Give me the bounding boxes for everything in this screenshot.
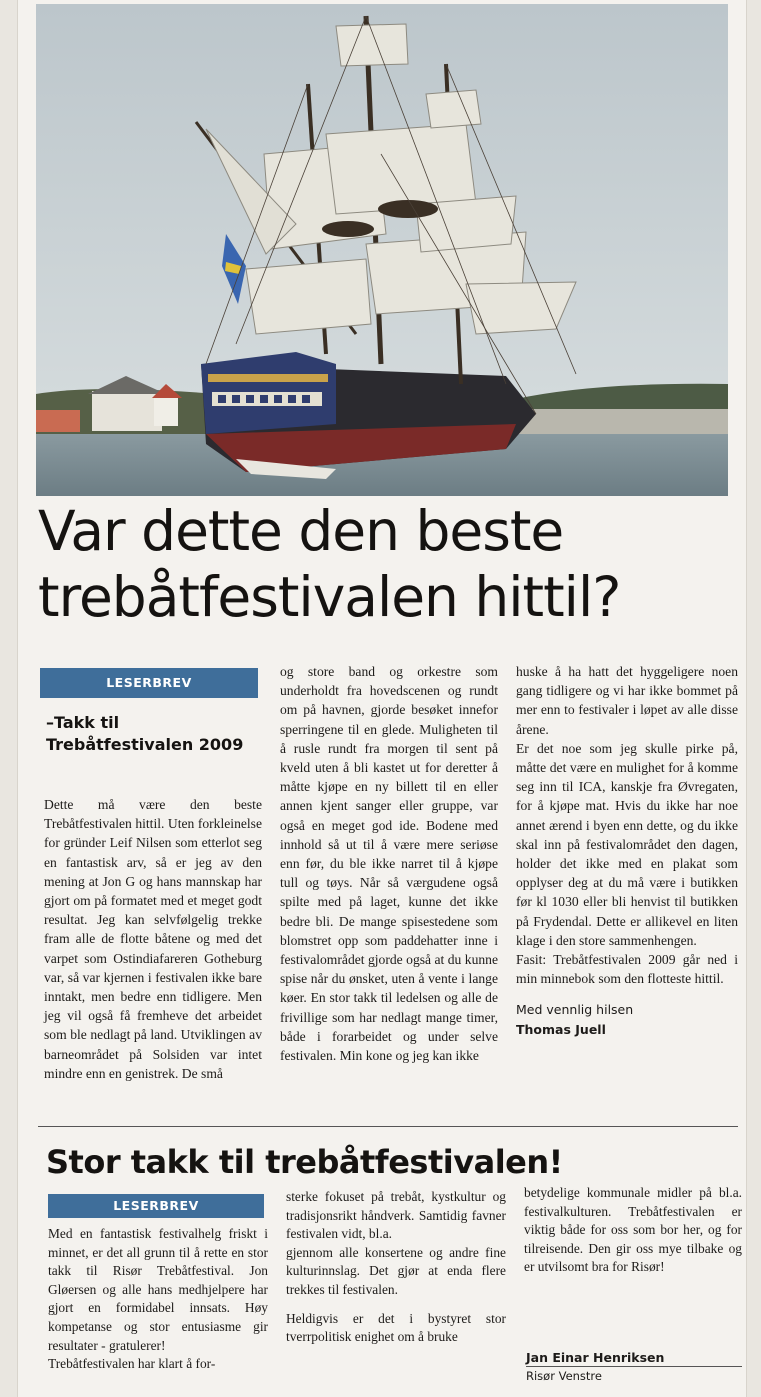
article2-column-2 (286, 1188, 506, 1347)
signature-author-2: Jan Einar Henriksen (526, 1350, 665, 1365)
section-divider (38, 1126, 738, 1127)
headline-secondary: Stor takk til trebåtfestivalen! (46, 1143, 563, 1181)
article2-column-1 (48, 1225, 268, 1374)
paragraph: gjennom alle konsertene og andre fine kulturinnslag. Det gjør at enda flere trekkes til festivalen. (286, 1244, 506, 1297)
signature-rule (526, 1366, 742, 1367)
section-label-leserbrev: LESERBREV (40, 668, 258, 698)
article-subtitle: –Takk til Trebåtfestivalen 2009 (46, 713, 244, 754)
paragraph: Dette må være den beste Trebåtfestivalen hittil. Uten forkleinelse for gründer Leif Nilsen som etterlot seg en fantastisk arv, så er jeg av den mening at Jon G og hans mannskap har gjort om på formatet med et meget godt resultat. Jeg kan selvfølgelig trekke fram alle de flotte båtene og med det varpet som Ostindiafareren Gotheburg var, så var kjernen i festivalen ikke bare inntakt, men bedre enn tidligere. Men jeg vil også få fremheve det arbeidet som ble nedlagt på land. Utviklingen av barneområdet på Solsiden var intet mindre enn en genistrek. De små (44, 797, 262, 1081)
paragraph: Fasit: Trebåtfestivalen 2009 går ned i min minnebok som den flotteste hittil. (516, 952, 738, 987)
paragraph: Trebåtfestivalen har klart å for- (48, 1356, 216, 1372)
paragraph: sterke fokuset på trebåt, kystkultur og tradisjonsrikt håndverk. Samtidig favner festivalen vidt, bl.a. (286, 1189, 506, 1242)
paragraph: Er det noe som jeg skulle pirke på, måtte det være en mulighet for å komme seg inn til ICA, kanskje fra Øvregaten, for å kjøpe mat. Hvis du ikke har noe annet ærend i byen enn dette, og du ikke skal inn på festivalområdet den dagen, holder det ikke med en plakat som opplyser deg at du må være i butikken før kl 1030 eller bli henvist til butikken på Frydendal. Dette er allikevel en liten klage i den store sammenhengen. (516, 740, 738, 948)
signature-author: Thomas Juell (516, 1021, 606, 1037)
article2-column-3 (524, 1184, 742, 1277)
signature-greeting: Med vennlig hilsen (516, 1002, 634, 1018)
signature-affiliation: Risør Venstre (526, 1369, 602, 1383)
paragraph: og store band og orkestre som underholdt fra hovedscenen og rundt om på havnen, gjorde besøket innefor sperringene til en glede. Muligheten til å rusle rundt fra morgen til sent på kveld uten å bli kastet ut for deretter å måtte kjøpe en ny billett til en eller annen kjent sanger eller gruppe, var også en meget god ide. Bodene med innhold så ut til å være mere seriøse enn før, du ble ikke narret til å kjøpe tull og tøys. Når så værgudene også spilte med på laget, kunne det ikke bedre bli. De mange spisestedene som blomstret opp som paddehatter inne i festivalområdet gjorde også at du kunne spise når du ønsket, uten å vente i lange køer. En stor takk til ledelsen og alle de frivillige som har nedlagt mange timer, både i forarbeidet og under selve festivalen. Min kone og jeg kan ikke (280, 664, 498, 1064)
section-label-leserbrev-2: LESERBREV (48, 1194, 264, 1218)
article1-column-3 (516, 662, 738, 1039)
article1-column-2 (280, 662, 498, 1065)
paragraph: Heldigvis er det i bystyret stor tverrpolitisk enighet om å bruke (286, 1310, 506, 1345)
ship-photo (36, 4, 728, 496)
paragraph: huske å ha hatt det hyggeligere noen gang tidligere og vi har ikke bommet på mer enn to festivaler i løpet av alle disse årene. (516, 664, 738, 737)
paragraph: Med en fantastisk festivalhelg friskt i minnet, er det all grunn til å rette en stor takk til Risør Trebåtfestival. Jon Gløersen og alle hans medhjelpere har gjort en formidabel innsats. Høy kompetanse og stor entusiasme gir resultater - gratulerer! (48, 1226, 268, 1353)
article1-column-1 (44, 795, 262, 1083)
headline-main: Var dette den beste trebåtfestivalen hittil? (38, 499, 621, 629)
paragraph: betydelige kommunale midler på bl.a. festivalkulturen. Trebåtfestivalen er viktig både for oss som bor her, og for tilreisende. Den gir oss mye tilbake og er utvilsomt bra for Risør! (524, 1185, 742, 1275)
